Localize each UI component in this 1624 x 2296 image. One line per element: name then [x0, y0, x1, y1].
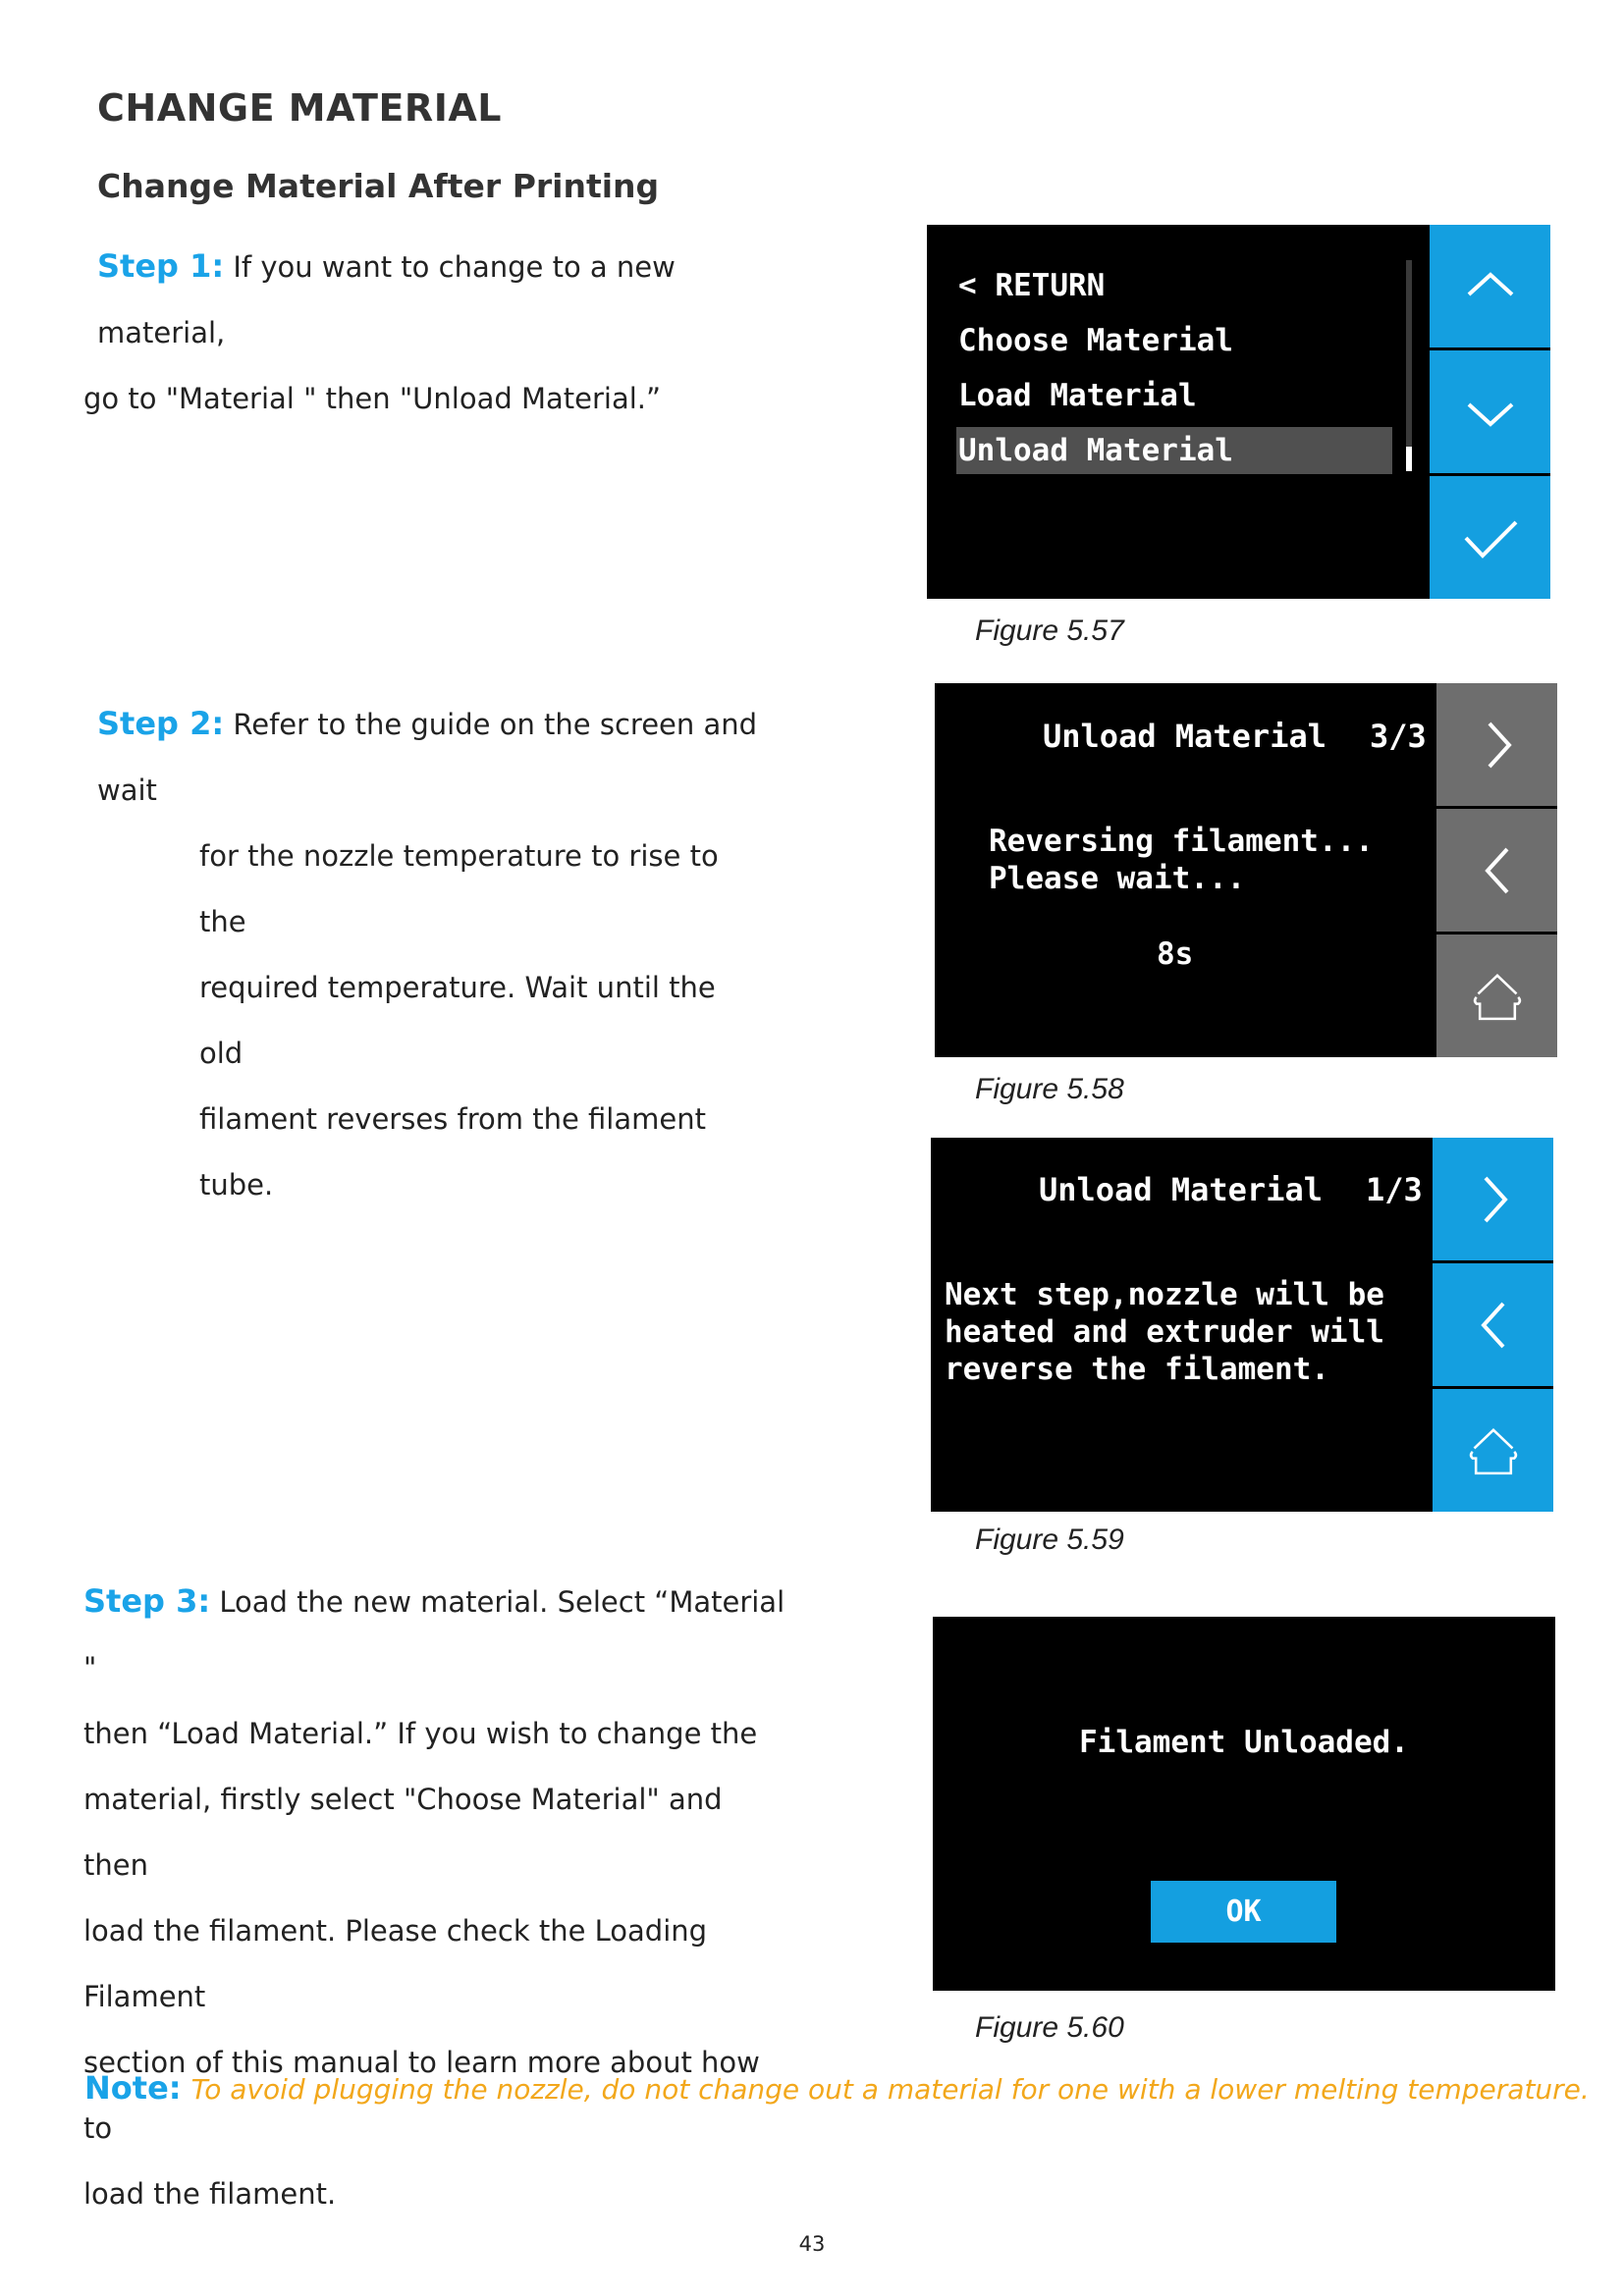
chevron-left-icon [1470, 843, 1525, 898]
step3-line1 [83, 1569, 790, 1701]
step3-text: Load the new material. Select “Material " [83, 1585, 785, 1684]
caption-fig-5-59: Figure 5.59 [975, 1523, 1124, 1556]
countdown-timer: 8s [1157, 936, 1194, 972]
note-text: To avoid plugging the nozzle, do not change out a material for one with a lower melting temperature. [190, 2073, 1590, 2106]
screen2-message-line1: Reversing filament... [989, 824, 1374, 859]
menu-item-unload-material[interactable]: Unload Material [956, 427, 1392, 474]
screen3-message-line2: heated and extruder will [945, 1314, 1384, 1350]
chevron-right-icon [1470, 718, 1525, 773]
home-icon [1466, 1423, 1521, 1478]
page-number: 43 [798, 2232, 826, 2256]
menu-item-return[interactable]: < RETURN [958, 268, 1106, 303]
screen3-title: Unload Material [1039, 1171, 1323, 1208]
step2-line1 [97, 691, 765, 824]
material-menu-screen [927, 225, 1550, 599]
screen3-message-line1: Next step,nozzle will be [945, 1277, 1384, 1312]
scroll-down-button[interactable] [1430, 350, 1550, 473]
step1-line1 [83, 234, 790, 366]
unload-step3-screen [935, 683, 1557, 1057]
step1-line2: go to "Material " then "Unload Material.” [83, 382, 662, 415]
next-button[interactable] [1436, 683, 1557, 806]
chevron-left-icon [1466, 1298, 1521, 1353]
confirm-button[interactable] [1430, 476, 1550, 599]
home-button[interactable] [1436, 934, 1557, 1057]
caption-fig-5-60: Figure 5.60 [975, 2011, 1124, 2044]
scrollbar-thumb[interactable] [1406, 447, 1412, 471]
screen2-title: Unload Material [1043, 718, 1326, 755]
ok-button[interactable]: OK [1151, 1881, 1336, 1943]
step3-label: Step 3: [83, 1582, 211, 1620]
filament-unloaded-screen [933, 1617, 1555, 1991]
step3-paragraph [83, 1569, 790, 2227]
screen3-message-line3: reverse the filament. [945, 1352, 1329, 1387]
check-icon [1463, 510, 1518, 565]
home-button[interactable] [1433, 1389, 1553, 1512]
caption-fig-5-58: Figure 5.58 [975, 1073, 1124, 1105]
screen3-sidebar [1433, 1138, 1553, 1512]
menu-item-load-material[interactable]: Load Material [958, 378, 1197, 413]
screen2-message-line2: Please wait... [989, 861, 1246, 896]
chevron-right-icon [1466, 1172, 1521, 1227]
section-subtitle: Change Material After Printing [97, 167, 660, 205]
menu-list [956, 258, 1392, 474]
screen1-sidebar [1430, 225, 1550, 599]
step3-line6: load the filament. [83, 2177, 337, 2211]
step3-line3: material, firstly select "Choose Material" and then [83, 1783, 723, 1882]
scrollbar-track[interactable] [1406, 260, 1412, 471]
caption-fig-5-57: Figure 5.57 [975, 614, 1124, 647]
step2-label: Step 2: [97, 705, 225, 742]
step3-line4: load the filament. Please check the Loading Filament [83, 1914, 708, 2013]
menu-item-choose-material[interactable]: Choose Material [958, 323, 1233, 358]
screen2-step-counter: 3/3 [1370, 718, 1427, 755]
step1-paragraph [83, 234, 790, 432]
back-button[interactable] [1436, 809, 1557, 932]
screen2-sidebar [1436, 683, 1557, 1057]
chevron-up-icon [1463, 259, 1518, 314]
step3-line5: section of this manual to learn more about how to [83, 2046, 760, 2145]
step2-line2: for the nozzle temperature to rise to the [199, 839, 719, 938]
unloaded-message: Filament Unloaded. [1079, 1725, 1409, 1760]
step2-paragraph [97, 691, 765, 1218]
next-button[interactable] [1433, 1138, 1553, 1260]
step1-label: Step 1: [97, 247, 225, 285]
step2-line3: required temperature. Wait until the old [199, 971, 716, 1070]
step1-text: If you want to change to a new material, [97, 250, 676, 349]
step2-line4: filament reverses from the filament tube. [199, 1102, 706, 1201]
home-icon [1470, 969, 1525, 1024]
screen3-step-counter: 1/3 [1366, 1171, 1423, 1208]
back-button[interactable] [1433, 1263, 1553, 1386]
note [84, 2069, 1616, 2107]
page-title: CHANGE MATERIAL [97, 86, 502, 130]
scroll-up-button[interactable] [1430, 225, 1550, 347]
chevron-down-icon [1463, 385, 1518, 440]
step2-text: Refer to the guide on the screen and wait [97, 708, 758, 807]
note-label: Note: [84, 2069, 182, 2107]
unload-step1-screen [931, 1138, 1553, 1512]
step3-line2: then “Load Material.” If you wish to change the [83, 1717, 758, 1750]
